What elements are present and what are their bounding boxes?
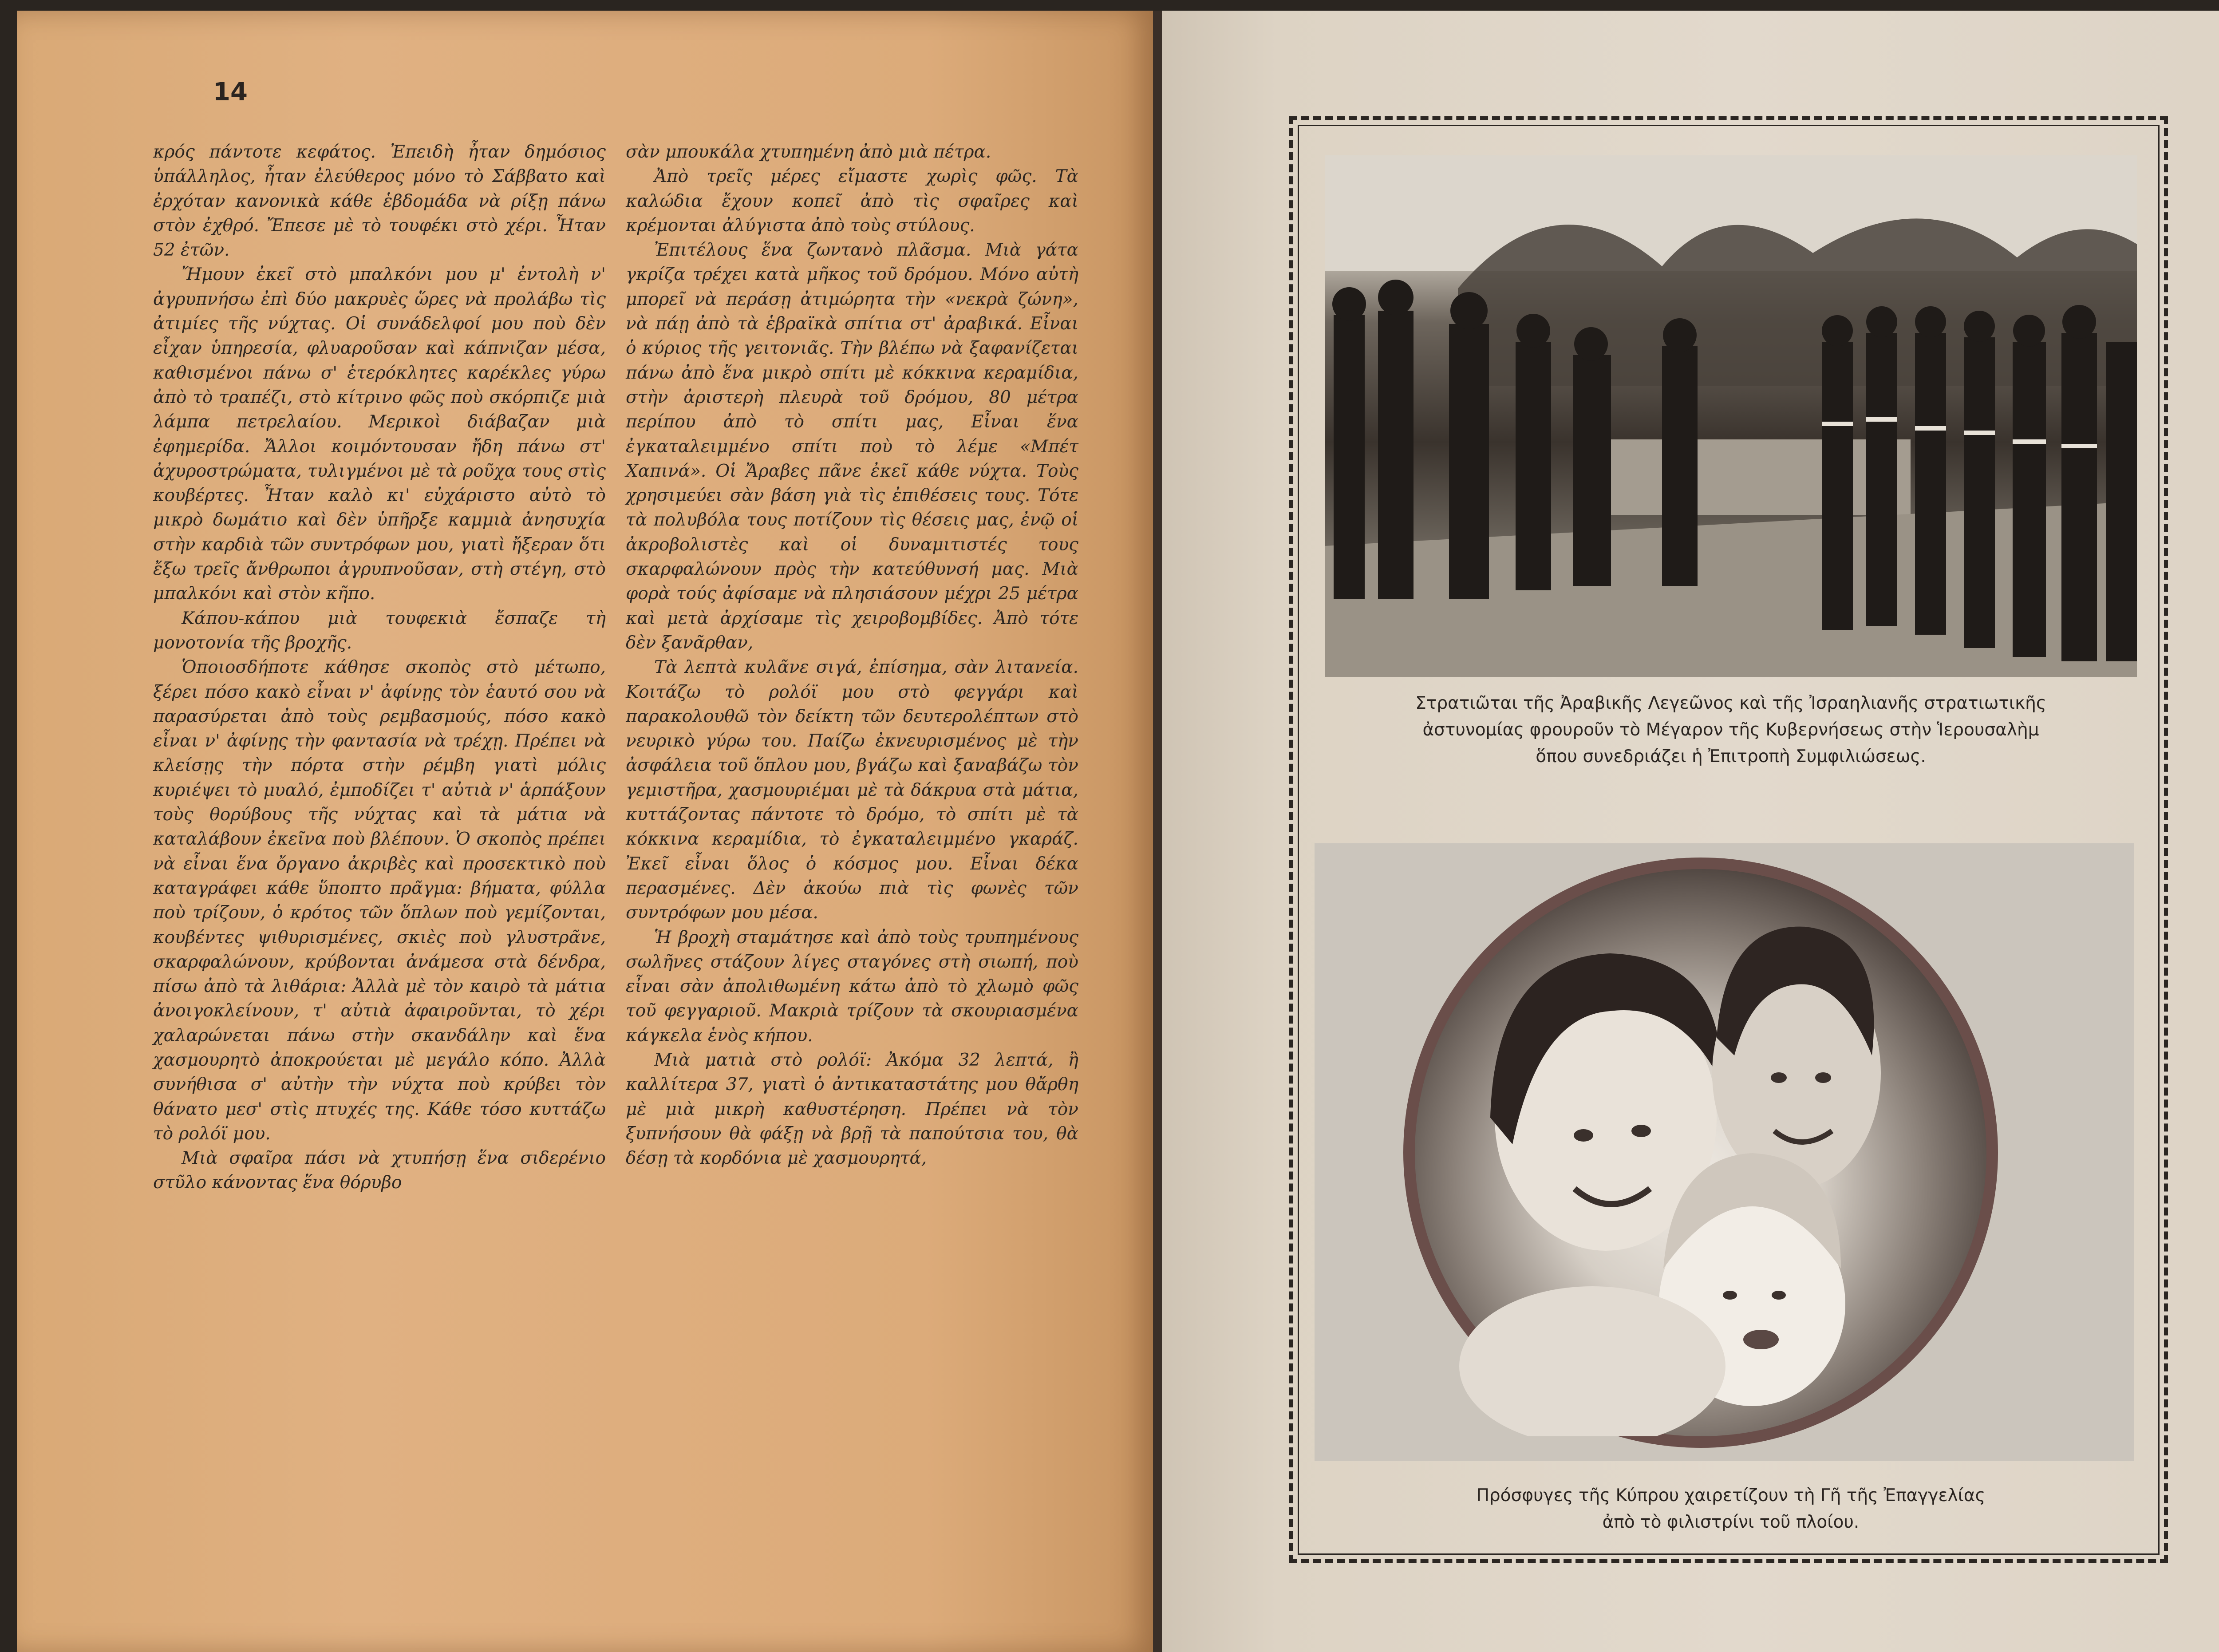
paragraph: Μιὰ σφαῖρα πάσι νὰ χτυπήσῃ ἕνα σιδερένιο στῦλο κάνοντας ἕνα θόρυβο <box>153 1148 606 1193</box>
paragraph: Ἡ βροχὴ σταμάτησε καὶ ἀπὸ τοὺς τρυπημένους σωλῆνες στάζουν λίγες σταγόνες στὴ σιωπή, ποὺ εἶναι σὰν ἀπολιθωμένη κάτω ἀπὸ τὸ χλωμὸ φῶς τοῦ φεγγαριοῦ. Μακριὰ τρίζουν τὰ σκουριασμένα κάγκελα ἑνὸς κήπου. <box>626 927 1078 1046</box>
paragraph: Ἤμουν ἐκεῖ στὸ μπαλκόνι μου μ' ἐντολὴ ν' ἀγρυπνήσω ἐπὶ δύο μακρυὲς ὥρες νὰ προλάβω τὶς ἀτιμίες τῆς νύχτας. Οἱ συνάδελφοί μου ποὺ δὲν εἶχαν ὑπηρεσία, φλυαροῦσαν καὶ κάπνιζαν μέσα, καθισμένοι πάνω σ' ἑτερόκλητες καρέκλες γύρω ἀπὸ τὸ τραπέζι, στὸ κίτρινο φῶς ποὺ σκόρπιζε μιὰ λάμπα πετρελαίου. Μερικοὶ διάβαζαν μιὰ ἐφημερίδα. Ἄλλοι κοιμόντουσαν ἤδη πάνω στ' ἀχυροστρώματα, τυλιγμένοι μὲ τὰ ροῦχα τους στὶς κουβέρτες. Ἦταν καλὸ κι' εὐχάριστο αὐτὸ τὸ μικρὸ δωμάτιο καὶ δὲν ὑπῆρξε καμμιὰ ἀνησυχία στὴν καρδιὰ τῶν συντρόφων μου, γιατὶ ἤξεραν ὅτι ἔξω τρεῖς ἄνθρωποι ἀγρυπνοῦσαν, στὴ στέγη, στὸ μπαλκόνι καὶ στὸν κῆπο. <box>153 265 606 604</box>
caption-line: ἀστυνομίας φρουροῦν τὸ Μέγαρον τῆς Κυβερνήσεως στὴν Ἱερουσαλὴμ <box>1422 720 2039 740</box>
soldiers-illustration <box>1325 155 2137 677</box>
caption-line: ὅπου συνεδριάζει ἡ Ἐπιτροπὴ Συμφιλιώσεως. <box>1536 747 1926 767</box>
photo-refugees-porthole <box>1315 843 2134 1461</box>
caption-line: ἀπὸ τὸ φιλιστρίνι τοῦ πλοίου. <box>1602 1512 1860 1532</box>
paragraph: Κάπου-κάπου μιὰ τουφεκιὰ ἔσπαζε τὴ μονοτονία τῆς βροχῆς. <box>153 608 606 653</box>
paragraph: σὰν μπουκάλα χτυπημένη ἀπὸ μιὰ πέτρα. <box>626 142 991 162</box>
caption-line: Στρατιῶται τῆς Ἀραβικῆς Λεγεῶνος καὶ τῆς Ἰσραηλιανῆς στρατιωτικῆς <box>1415 693 2046 713</box>
porthole <box>1403 858 1998 1448</box>
text-column-left <box>153 140 606 1195</box>
caption-refugees <box>1325 1482 2137 1536</box>
text-column-right <box>626 140 1078 1170</box>
photo-soldiers-guard <box>1325 155 2137 677</box>
caption-soldiers <box>1325 690 2137 770</box>
paragraph: κρός πάντοτε κεφάτος. Ἐπειδὴ ἦταν δημόσιος ὑπάλληλος, ἦταν ἐλεύθερος μόνο τὸ Σάββατο καὶ ἐρχόταν κανονικὰ κάθε ἑβδομάδα νὰ ρίξῃ πάνω στὸν ἐχθρό. Ἔπεσε μὲ τὸ τουφέκι στὸ χέρι. Ἦταν 52 ἐτῶν. <box>153 142 606 261</box>
paragraph: Ἀπὸ τρεῖς μέρες εἴμαστε χωρὶς φῶς. Τὰ καλώδια ἔχουν κοπεῖ ἀπὸ τὶς σφαῖρες καὶ κρέμονται ἀλύγιστα ἀπὸ τοὺς στύλους. <box>626 166 1078 236</box>
page-number: 14 <box>213 78 248 107</box>
paragraph: Μιὰ ματιὰ στὸ ρολόϊ: Ἀκόμα 32 λεπτά, ἢ καλλίτερα 37, γιατὶ ὁ ἀντικαταστάτης μου θἄρθη μὲ μιὰ μικρὴ καθυστέρηση. Πρέπει νὰ τὸν ξυπνήσουν θὰ φάξῃ νὰ βρῇ τὰ παπούτσια του, θὰ δέσῃ τὰ κορδόνια μὲ χασμουρητά, <box>626 1050 1078 1169</box>
refugees-illustration <box>1415 869 1986 1436</box>
paragraph: Τὰ λεπτὰ κυλᾶνε σιγά, ἐπίσημα, σὰν λιτανεία. Κοιτάζω τὸ ρολόϊ μου στὸ φεγγάρι καὶ παρακολουθῶ τὸν δείκτη τῶν δευτερολέπτων στὸ νευρικὸ γύρω του. Παίζω ἐκνευρισμένος μὲ τὴν ἀσφάλεια τοῦ ὅπλου μου, βγάζω καὶ ξαναβάζω τὸν γεμιστῆρα, χασμουριέμαι μὲ τὰ δάκρυα στὰ μάτια, κυττάζοντας πάντοτε τὸ δρόμο, τὸ σπίτι μὲ τὰ κόκκινα κεραμίδια, τὸ ἐγκαταλειμμένο γκαράζ. Ἐκεῖ εἶναι ὅλος ὁ κόσμος μου. Εἶναι δέκα περασμένες. Δὲν ἀκούω πιὰ τὶς φωνὲς τῶν συντρόφων μου μέσα. <box>626 657 1078 923</box>
paragraph: Ὁποιοσδήποτε κάθησε σκοπὸς στὸ μέτωπο, ξέρει πόσο κακὸ εἶναι ν' ἀφίνῃς τὸν ἑαυτό σου νὰ παρασύρεται ἀπὸ τοὺς ρεμβασμούς, πόσο κακὸ εἶναι ν' ἀφίνῃς τὴν φαντασία νὰ τρέχῃ. Πρέπει νὰ κλείσῃς τὴν πόρτα στὴν ρέμβη γιατὶ μόλις κυριέψει τὸ μυαλό, ἐμποδίζει τ' αὐτιὰ ν' ἁρπάξουν τοὺς θορύβους τῆς νύχτας καὶ τὰ μάτια νὰ καταλάβουν ἐκεῖνα ποὺ βλέπουν. Ὁ σκοπὸς πρέπει νὰ εἶναι ἕνα ὄργανο ἀκριβὲς καὶ προσεκτικὸ ποὺ καταγράφει κάθε ὕποπτο πρᾶγμα: βήματα, φύλλα ποὺ τρίζουν, ὁ κρότος τῶν ὅπλων ποὺ γεμίζονται, κουβέντες ψιθυρισμένες, σκιὲς ποὺ γλυστρᾶνε, σκαρφαλώνουν, κρύβονται ἀνάμεσα στὰ δένδρα, πίσω ἀπὸ τὰ λιθάρια: Ἀλλὰ μὲ τὸν καιρὸ τὰ μάτια ἀνοιγοκλείνουν, τ' αὐτιὰ ἀφαιροῦνται, τὸ χέρι χαλαρώνεται πάνω στὴν σκανδάλην καὶ ἕνα χασμουρητὸ ἀποκρούεται μὲ μεγάλο κόπο. Ἀλλὰ συνήθισα σ' αὐτὴν τὴν νύχτα ποὺ κρύβει τὸν θάνατο μεσ' στὶς πτυχές της. Κάθε τόσο κυττάζω τὸ ρολόϊ μου. <box>153 657 606 1144</box>
book-gutter <box>1153 11 1162 1652</box>
paragraph: Ἐπιτέλους ἕνα ζωντανὸ πλᾶσμα. Μιὰ γάτα γκρίζα τρέχει κατὰ μῆκος τοῦ δρόμου. Μόνο αὐτὴ μπορεῖ νὰ περάσῃ ἀτιμώρητα τὴν «νεκρὰ ζώνη», νὰ πάῃ ἀπὸ τὰ ἑβραϊκὰ σπίτια στ' ἀραβικά. Εἶναι ὁ κύριος τῆς γειτονιᾶς. Τὴν βλέπω νὰ ξαφανίζεται πάνω ἀπὸ ἕνα μικρὸ σπίτι μὲ κόκκινα κεραμίδια, στὴν ἀριστερὴ πλευρὰ τοῦ δρόμου, 80 μέτρα περίπου ἀπὸ τὸ σπίτι μας, Εἶναι ἕνα ἐγκαταλειμμένο σπίτι ποὺ τὸ λέμε «Μπέτ Χαπινά». Οἱ Ἄραβες πᾶνε ἐκεῖ κάθε νύχτα. Τοὺς χρησιμεύει σὰν βάση γιὰ τὶς ἐπιθέσεις τους. Τότε τὰ πολυβόλα τους ποτίζουν τὶς θέσεις μας, ἐνῷ οἱ ἀκροβολιστὲς καὶ οἱ δυναμιτιστές τους σκαρφαλώνουν πρὸς τὴν κατεύθυνσή μας. Μιὰ φορὰ τούς ἀφίσαμε νὰ πλησιάσουν μέχρι 25 μέτρα καὶ μετὰ ἀρχίσαμε τὶς χειροβομβίδες. Ἀπὸ τότε δὲν ξανᾶρθαν, <box>626 240 1078 653</box>
caption-line: Πρόσφυγες τῆς Κύπρου χαιρετίζουν τὴ Γῆ τῆς Ἐπαγγελίας <box>1476 1486 1986 1506</box>
